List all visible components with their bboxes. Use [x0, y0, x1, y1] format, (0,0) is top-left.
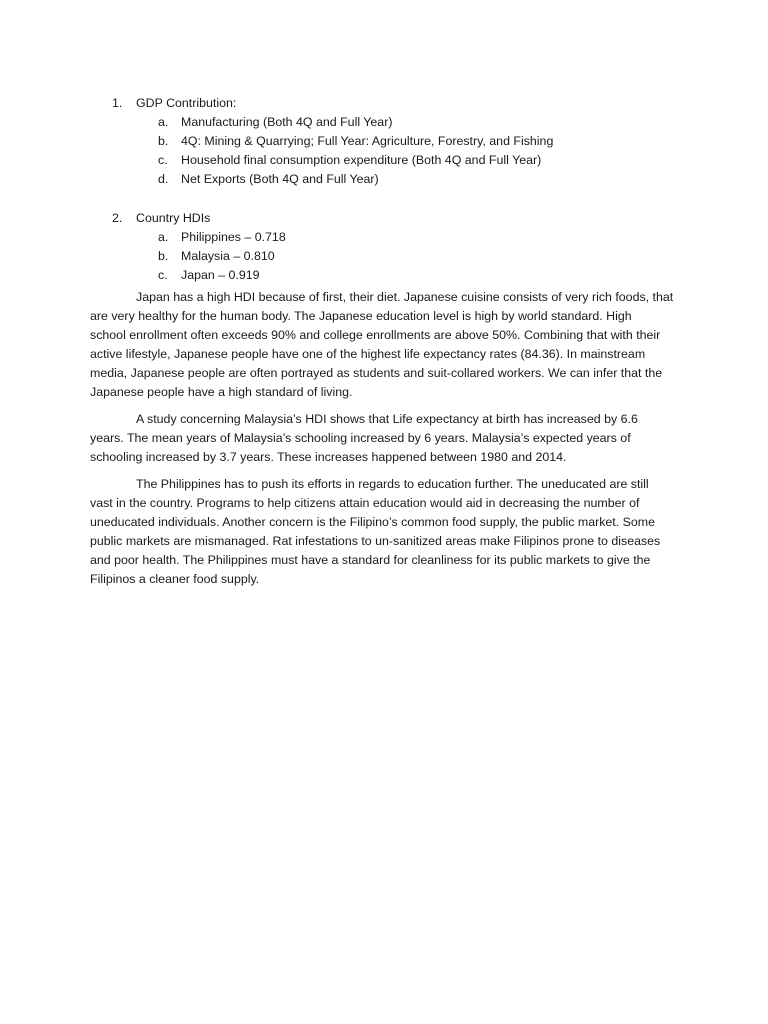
- list-marker: d.: [158, 172, 169, 186]
- paragraph-philippines: [90, 475, 690, 589]
- list-marker: b.: [158, 249, 169, 263]
- list-item-text: Net Exports (Both 4Q and Full Year): [181, 172, 379, 186]
- list-gdp-contribution: [90, 94, 690, 189]
- text-line: schooling increased by 3.7 years. These increases happened between 1980 and 2014.: [90, 450, 567, 464]
- list-item-text: Philippines – 0.718: [181, 230, 286, 244]
- text-line: Japan has a high HDI because of first, their diet. Japanese cuisine consists of very rich foods, that: [136, 290, 674, 304]
- list-heading-gdp-contribution: [90, 94, 690, 113]
- list-country-hdis: [90, 209, 690, 285]
- paragraph-malaysia: [90, 410, 690, 467]
- list-item: [90, 113, 690, 132]
- text-line: and poor health. The Philippines must have a standard for cleanliness for its public markets to give the: [90, 553, 651, 567]
- list-marker: b.: [158, 134, 169, 148]
- list-item: [90, 151, 690, 170]
- text-line: vast in the country. Programs to help citizens attain education would aid in decreasing the number of: [90, 496, 640, 510]
- list-item: [90, 228, 690, 247]
- list-item: [90, 132, 690, 151]
- list-item-text: Malaysia – 0.810: [181, 249, 275, 263]
- list-item: [90, 266, 690, 285]
- list-item: [90, 170, 690, 189]
- list-number: 1.: [112, 96, 123, 110]
- list-number: 2.: [112, 211, 123, 225]
- list-marker: a.: [158, 230, 169, 244]
- text-line: Filipinos a cleaner food supply.: [90, 572, 260, 586]
- list-marker: a.: [158, 115, 169, 129]
- list-heading-country-hdis: [90, 209, 690, 228]
- list-item-text: Japan – 0.919: [181, 268, 260, 282]
- list-spacer: [90, 189, 690, 209]
- list-item-text: 4Q: Mining & Quarrying; Full Year: Agriculture, Forestry, and Fishing: [181, 134, 554, 148]
- text-line: uneducated individuals. Another concern is the Filipino’s common food supply, the public market. Some: [90, 515, 656, 529]
- text-line: media, Japanese people are often portrayed as students and suit-collared workers. We can infer that the: [90, 366, 663, 380]
- text-line: active lifestyle, Japanese people have one of the highest life expectancy rates (84.36). In mainstream: [90, 347, 646, 361]
- list-item-text: Manufacturing (Both 4Q and Full Year): [181, 115, 393, 129]
- text-line: years. The mean years of Malaysia’s schooling increased by 6 years. Malaysia’s expected years of: [90, 431, 631, 445]
- text-line: school enrollment often exceeds 90% and college enrollments are above 50%. Combining that with their: [90, 328, 661, 342]
- list-heading-text: GDP Contribution:: [136, 96, 237, 110]
- list-item: [90, 247, 690, 266]
- list-item-text: Household final consumption expenditure (Both 4Q and Full Year): [181, 153, 542, 167]
- list-marker: c.: [158, 268, 168, 282]
- list-heading-text: Country HDIs: [136, 211, 211, 225]
- text-line: The Philippines has to push its efforts in regards to education further. The uneducated are still: [136, 477, 649, 491]
- document-body: [90, 94, 690, 589]
- text-line: A study concerning Malaysia’s HDI shows that Life expectancy at birth has increased by 6.6: [136, 412, 638, 426]
- text-line: Japanese people have a high standard of living.: [90, 385, 353, 399]
- text-line: are very healthy for the human body. The Japanese education level is high by world standard. High: [90, 309, 632, 323]
- text-line: public markets are mismanaged. Rat infestations to un-sanitized areas make Filipinos prone to diseases: [90, 534, 661, 548]
- list-marker: c.: [158, 153, 168, 167]
- paragraph-japan: [90, 288, 690, 402]
